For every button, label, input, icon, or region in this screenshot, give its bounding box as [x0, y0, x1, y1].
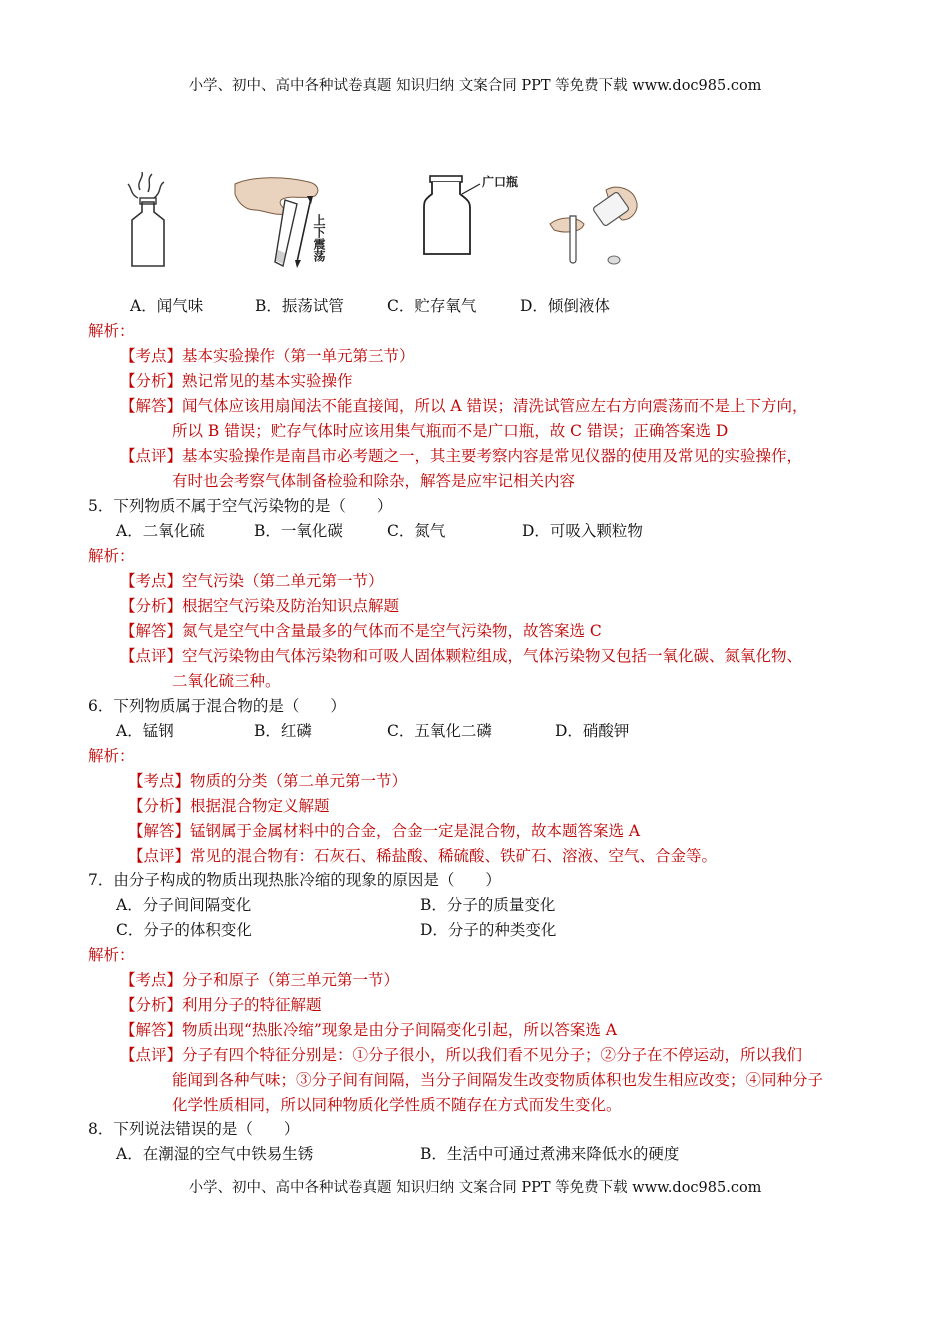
q4-option-d: D．倾倒液体: [520, 297, 610, 315]
q6-kaodian: 【考点】物质的分类（第二单元第一节）: [128, 772, 408, 790]
q5-option-c: C．氮气: [387, 522, 446, 540]
q5-kaodian: 【考点】空气污染（第二单元第一节）: [120, 572, 384, 590]
q4-dianping-1: 【点评】基本实验操作是南昌市必考题之一，其主要考察内容是常见仪器的使用及常见的实验操作，: [120, 447, 803, 465]
q7-fenxi: 【分析】利用分子的特征解题: [120, 996, 322, 1014]
q6-option-b: B．红磷: [254, 722, 312, 740]
q8-option-b: B．生活中可通过煮沸来降低水的硬度: [420, 1145, 680, 1163]
q4-option-c: C．贮存氧气: [387, 297, 477, 315]
q7-dianping-1: 【点评】分子有四个特征分别是：①分子很小，所以我们看不见分子；②分子在不停运动，所以我们: [120, 1046, 803, 1064]
q7-option-c: C．分子的体积变化: [116, 921, 252, 939]
q7-dianping-2: 能闻到各种气味；③分子间有间隔，当分子间隔发生改变物质体积也发生相应改变；④同种分子: [172, 1071, 824, 1089]
shake-tube-figure: [233, 174, 333, 274]
q6-dianping: 【点评】常见的混合物有：石灰石、稀盐酸、稀硫酸、铁矿石、溶液、空气、合金等。: [128, 847, 718, 865]
q5-jiexi: 解析：: [88, 547, 135, 565]
q5-jieda: 【解答】氮气是空气中含量最多的气体而不是空气污染物，故答案选 C: [120, 622, 602, 640]
smell-gas-figure: [118, 172, 178, 272]
q4-jieda-1: 【解答】闻气体应该用扇闻法不能直接闻，所以 A 错误；清洗试管应左右方向震荡而不是上下方向，: [120, 397, 808, 415]
q5-stem: 5．下列物质不属于空气污染物的是（ ）: [88, 497, 393, 515]
q8-stem: 8．下列说法错误的是（ ）: [88, 1120, 300, 1138]
q6-fenxi: 【分析】根据混合物定义解题: [128, 797, 330, 815]
q7-option-d: D．分子的种类变化: [420, 921, 557, 939]
q6-stem: 6．下列物质属于混合物的是（ ）: [88, 697, 346, 715]
page-header: 小学、初中、高中各种试卷真题 知识归纳 文案合同 PPT 等免费下载 www.doc985.com: [188, 78, 762, 94]
q5-dianping-1: 【点评】空气污染物由气体污染物和可吸人固体颗粒组成，气体污染物又包括一氧化碳、氮氧化物、: [120, 647, 803, 665]
q5-option-d: D．可吸入颗粒物: [522, 522, 643, 540]
q4-figures: [0, 172, 950, 277]
pour-liquid-figure: [546, 180, 646, 270]
q6-option-a: A．锰钢: [116, 722, 174, 740]
q4-jieda-2: 所以 B 错误；贮存气体时应该用集气瓶而不是广口瓶，故 C 错误；正确答案选 D: [172, 422, 729, 440]
q7-jiexi: 解析：: [88, 946, 135, 964]
q7-stem: 7．由分子构成的物质出现热胀冷缩的现象的原因是（ ）: [88, 871, 501, 889]
q6-option-d: D．硝酸钾: [555, 722, 630, 740]
q5-option-b: B．一氧化碳: [254, 522, 343, 540]
q5-dianping-2: 二氧化硫三种。: [172, 672, 281, 690]
q4-jiexi: 解析：: [88, 322, 135, 340]
q4-option-b: B．振荡试管: [255, 297, 344, 315]
q7-option-b: B．分子的质量变化: [420, 896, 556, 914]
q6-jiexi: 解析：: [88, 747, 135, 765]
q5-option-a: A．二氧化硫: [116, 522, 205, 540]
q4-kaodian: 【考点】基本实验操作（第一单元第三节）: [120, 347, 415, 365]
bottle-label: 广口瓶: [482, 175, 519, 189]
q4-option-a: A．闻气味: [130, 297, 204, 315]
q6-option-c: C．五氧化二磷: [387, 722, 492, 740]
q8-option-a: A．在潮湿的空气中铁易生锈: [116, 1145, 314, 1163]
q7-dianping-3: 化学性质相同，所以同种物质化学性质不随存在方式而发生变化。: [172, 1096, 622, 1114]
q7-option-a: A．分子间间隔变化: [116, 896, 252, 914]
shake-label: 上下震荡: [312, 214, 326, 262]
q5-fenxi: 【分析】根据空气污染及防治知识点解题: [120, 597, 400, 615]
q6-jieda: 【解答】锰钢属于金属材料中的合金，合金一定是混合物，故本题答案选 A: [128, 822, 641, 840]
q4-fenxi: 【分析】熟记常见的基本实验操作: [120, 372, 353, 390]
page-footer: 小学、初中、高中各种试卷真题 知识归纳 文案合同 PPT 等免费下载 www.doc985.com: [188, 1180, 762, 1196]
q4-dianping-2: 有时也会考察气体制备检验和除杂，解答是应牢记相关内容: [172, 472, 576, 490]
q7-kaodian: 【考点】分子和原子（第三单元第一节）: [120, 971, 400, 989]
wide-mouth-bottle-figure: [420, 172, 560, 262]
q7-jieda: 【解答】物质出现“热胀冷缩”现象是由分子间隔变化引起，所以答案选 A: [120, 1021, 617, 1039]
